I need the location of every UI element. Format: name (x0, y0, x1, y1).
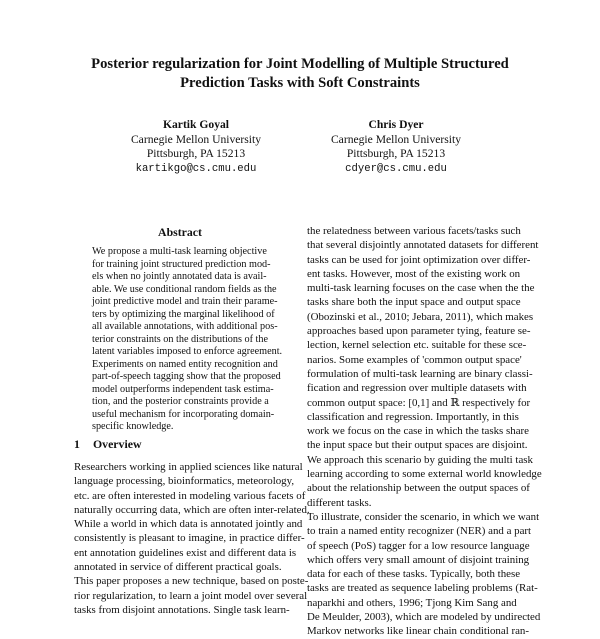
text-line: consistently is pleasant to imagine, in practice differ- (74, 532, 305, 545)
text-line: We approach this scenario by guiding the multi task (307, 453, 533, 466)
text-line: Markov networks like linear chain conditional ran- (307, 625, 529, 638)
text-line: ent tasks. However, most of the existing work on (307, 267, 521, 280)
abstract-line: terior constraints on the distributions of the (92, 333, 268, 345)
text-line: naparkhi and others, 1996; Tjong Kim Sang and (307, 596, 517, 609)
text-line: ent annotation guidelines exist and different data is (74, 546, 297, 559)
author-email: cdyer@cs.cmu.edu (345, 162, 447, 175)
text-line: about the relationship between the output spaces of (307, 482, 530, 495)
abstract-line: joint predictive model and train their parame- (92, 296, 278, 307)
text-line: formulation of multi-task learning are binary classi- (307, 367, 533, 380)
text-line: This paper proposes a new technique, based on poste- (74, 575, 309, 588)
abstract-line: part-of-speech tagging show that the proposed (92, 371, 281, 382)
text-line: tasks share both the input space and output space (307, 296, 521, 309)
text-line: work we focus on the case in which the tasks share (307, 425, 529, 438)
section-heading (74, 437, 141, 452)
text-line: learning according to some external world knowledge (307, 468, 542, 481)
text-line: tasks from disjoint annotations. Single task learn- (74, 603, 290, 616)
author-email: kartikgo@cs.cmu.edu (135, 162, 257, 175)
abstract-line: Experiments on named entity recognition and (92, 358, 278, 370)
text-line: to train a named entity recognizer (NER) and a part (307, 525, 532, 538)
text-line: approaches based upon parameter tying, feature se- (307, 325, 531, 338)
author-name: Kartik Goyal (162, 118, 230, 131)
abstract-line: all available annotations, with additional pos- (92, 321, 278, 332)
text-line: which offers very small amount of disjoint training (307, 553, 530, 566)
section-title: Overview (93, 437, 142, 451)
abstract-line: able. We use conditional random fields as the (92, 283, 277, 295)
text-line: etc. are often interested in modeling various facets of (74, 489, 306, 502)
abstract-line: ters by optimizing the marginal likelihood of (92, 308, 275, 320)
abstract-line: tion, and the posterior constraints provide a (92, 396, 269, 407)
left-column-body (74, 460, 310, 617)
text-line: multi-task learning focuses on the case when the the (307, 282, 535, 295)
abstract-line: model outperforms independent task estima- (92, 383, 274, 395)
author-name: Chris Dyer (368, 118, 424, 131)
text-line: While a world in which data is annotated jointly and (74, 518, 303, 531)
text-line: lection, kernel selection etc. suitable for these sce- (307, 339, 527, 352)
author-address: Pittsburgh, PA 15213 (346, 147, 446, 161)
text-line: different tasks. (307, 496, 372, 509)
text-line: (Obozinski et al., 2010; Jebara, 2011), which makes (307, 310, 534, 323)
author-block-2 (296, 118, 496, 176)
text-line: data for each of these tasks. Typically, both these (307, 568, 521, 581)
title-line-1: Posterior regularization for Joint Modelling of Multiple Structured (91, 56, 509, 72)
abstract-line: for training joint structured prediction mod- (92, 258, 271, 270)
text-line: the input space but their output spaces are disjoint. (307, 439, 528, 452)
author-address: Pittsburgh, PA 15213 (146, 147, 246, 161)
text-line: To illustrate, consider the scenario, in which we want (307, 510, 540, 523)
text-line: Researchers working in applied sciences like natural (74, 461, 303, 473)
abstract-line: specific knowledge. (92, 421, 174, 432)
author-block-1 (96, 118, 296, 176)
abstract-line: We propose a multi-task learning objective (92, 246, 267, 257)
abstract-heading: Abstract (158, 225, 202, 239)
text-line: that several disjointly annotated datasets for different (307, 239, 539, 252)
text-line: language processing, bioinformatics, meteorology, (74, 475, 295, 488)
abstract-line: useful mechanism for incorporating domain- (92, 408, 275, 420)
text-line: De Meulder, 2003), which are modeled by undirected (307, 611, 541, 624)
author-affiliation: Carnegie Mellon University (130, 132, 262, 146)
text-line: fication and regression over multiple datasets with (307, 382, 527, 395)
text-line: narios. Some examples of 'common output space' (307, 353, 522, 366)
abstract-line: els when no jointly annotated data is avail- (92, 271, 267, 282)
text-line: common output space: [0,1] and ℝ respectively for (307, 396, 531, 409)
text-line: of speech (PoS) tagger for a low resource language (307, 539, 530, 552)
title-line-2: Prediction Tasks with Soft Constraints (180, 75, 420, 91)
abstract-body (92, 246, 282, 434)
text-line: the relatedness between various facets/tasks such (307, 225, 521, 237)
text-line: naturally occurring data, which are often inter-related. (74, 503, 310, 516)
text-line: rior regularization, to learn a joint model over several (74, 589, 308, 602)
abstract-line: latent variables imposed to enforce agreement. (92, 346, 283, 357)
paper-title (60, 55, 540, 93)
text-line: classification and regression. Importantly, in this (307, 410, 519, 423)
text-line: annotated in service of different practical goals. (74, 561, 282, 574)
author-affiliation: Carnegie Mellon University (330, 132, 462, 146)
text-line: tasks are treated as sequence labeling problems (Rat- (307, 582, 538, 595)
text-line: tasks can be used for joint optimization over differ- (307, 253, 531, 266)
right-column-body (307, 224, 542, 639)
section-number: 1 (74, 437, 80, 451)
